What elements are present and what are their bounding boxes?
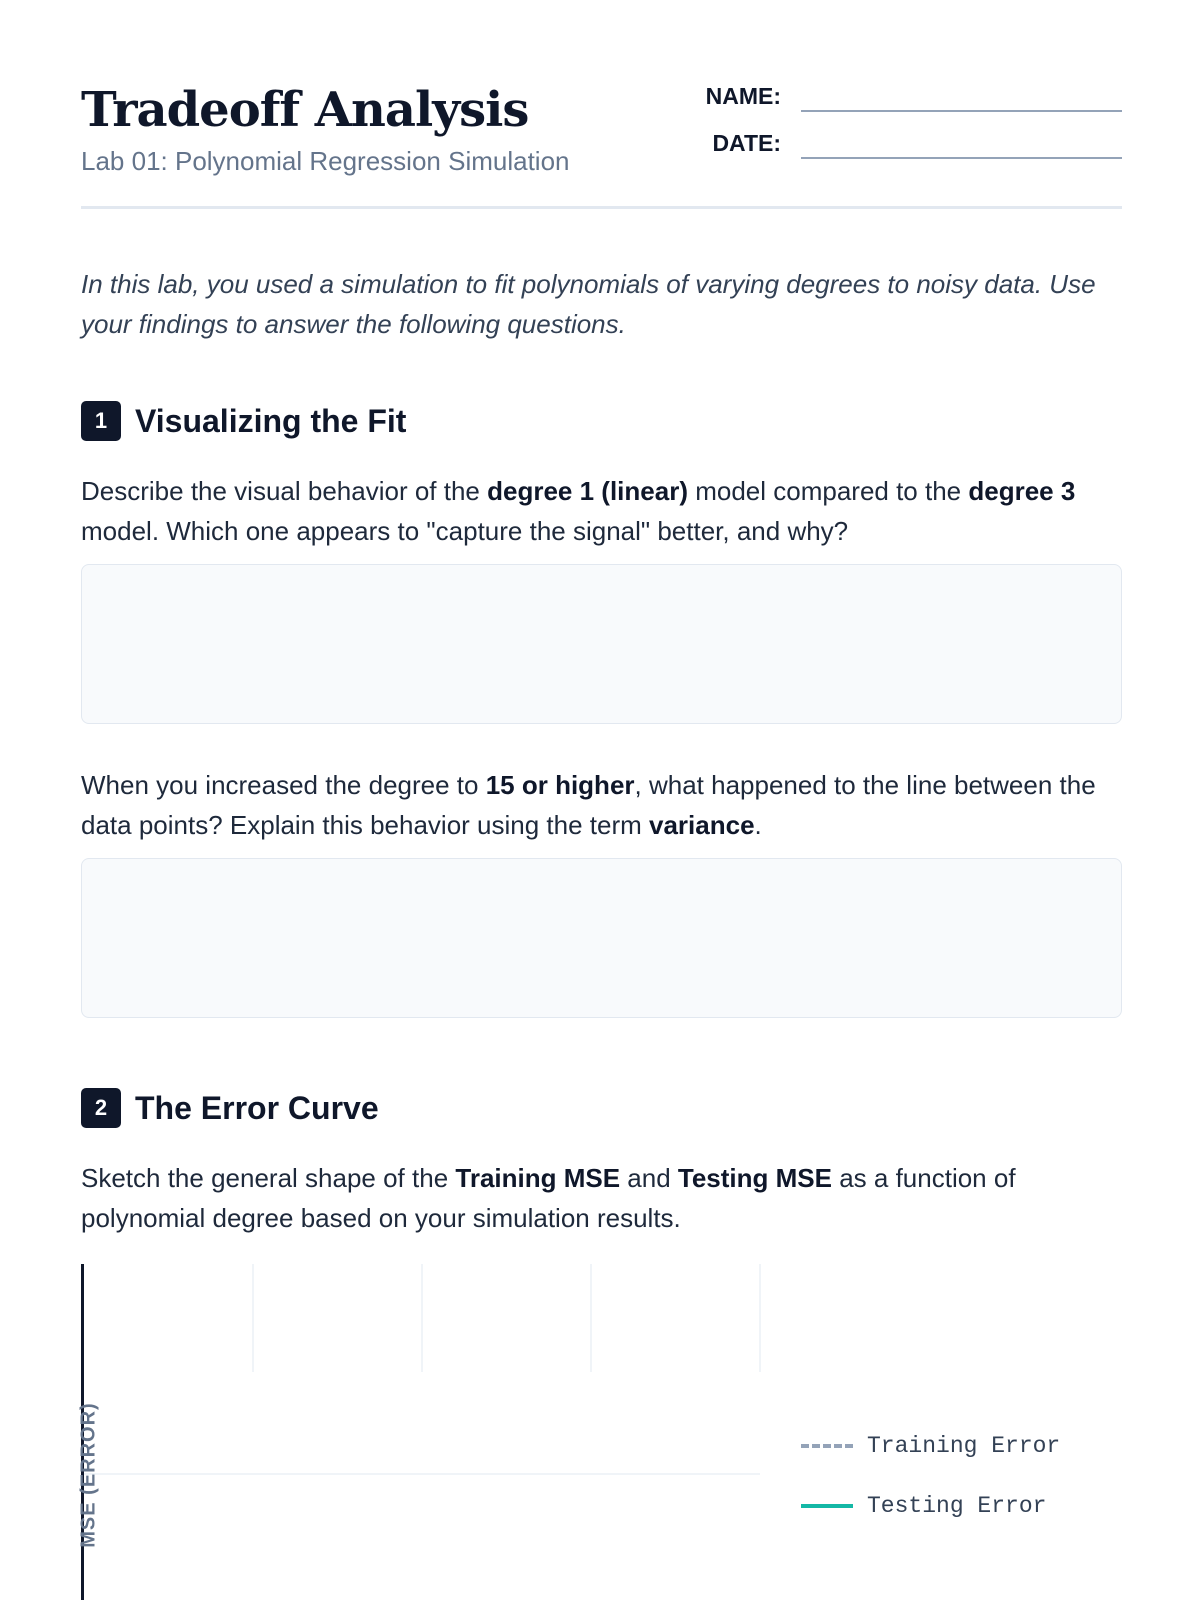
question-text: , what happened to the line between the data points? Explain this behavior using the term	[81, 770, 1096, 840]
training-error-swatch	[801, 1444, 853, 1448]
answer-box-1[interactable]	[81, 564, 1122, 724]
question-3-prompt	[81, 1158, 1122, 1238]
question-emphasis: variance	[649, 810, 755, 840]
name-label: NAME:	[705, 83, 781, 109]
question-text: Sketch the general shape of the	[81, 1163, 456, 1193]
page-subtitle: Lab 01: Polynomial Regression Simulation	[81, 146, 570, 176]
intro-text: In this lab, you used a simulation to fit polynomials of varying degrees to noisy data. Use your findings to answer the following questions.	[81, 269, 1096, 339]
date-label: DATE:	[712, 130, 781, 156]
question-text: model compared to the	[687, 476, 969, 506]
section-number-badge: 1	[81, 401, 121, 441]
name-field-line[interactable]	[801, 110, 1122, 112]
answer-box-2[interactable]	[81, 858, 1122, 1018]
error-curve-chart[interactable]	[81, 1262, 781, 1600]
date-field-line[interactable]	[801, 157, 1122, 159]
question-2-prompt	[81, 765, 1122, 845]
section-title: Visualizing the Fit	[135, 403, 407, 439]
legend-label: Training Error	[867, 1433, 1061, 1459]
page-title: Tradeoff Analysis	[81, 82, 529, 138]
worksheet-page	[77, 0, 1122, 1600]
question-text: Describe the visual behavior of the	[81, 476, 488, 506]
testing-error-swatch	[801, 1504, 853, 1508]
question-emphasis: Testing MSE	[677, 1163, 832, 1193]
question-emphasis: Training MSE	[455, 1163, 621, 1193]
section-number-badge: 2	[81, 1088, 121, 1128]
legend-label: Testing Error	[867, 1493, 1047, 1519]
question-text: When you increased the degree to	[81, 770, 486, 800]
header-divider	[81, 206, 1122, 209]
question-emphasis: degree 3	[968, 476, 1076, 506]
question-emphasis: degree 1 (linear)	[487, 476, 688, 506]
question-1-prompt	[81, 471, 1122, 551]
question-text: model. Which one appears to "capture the signal" better, and why?	[81, 516, 849, 546]
question-text: and	[620, 1163, 678, 1193]
section-title: The Error Curve	[135, 1090, 379, 1126]
question-text: .	[754, 810, 762, 840]
y-axis-label: MSE (ERROR)	[77, 1402, 100, 1548]
question-emphasis: 15 or higher	[485, 770, 635, 800]
question-text: as a function of polynomial degree based on your simulation results.	[81, 1163, 1016, 1233]
